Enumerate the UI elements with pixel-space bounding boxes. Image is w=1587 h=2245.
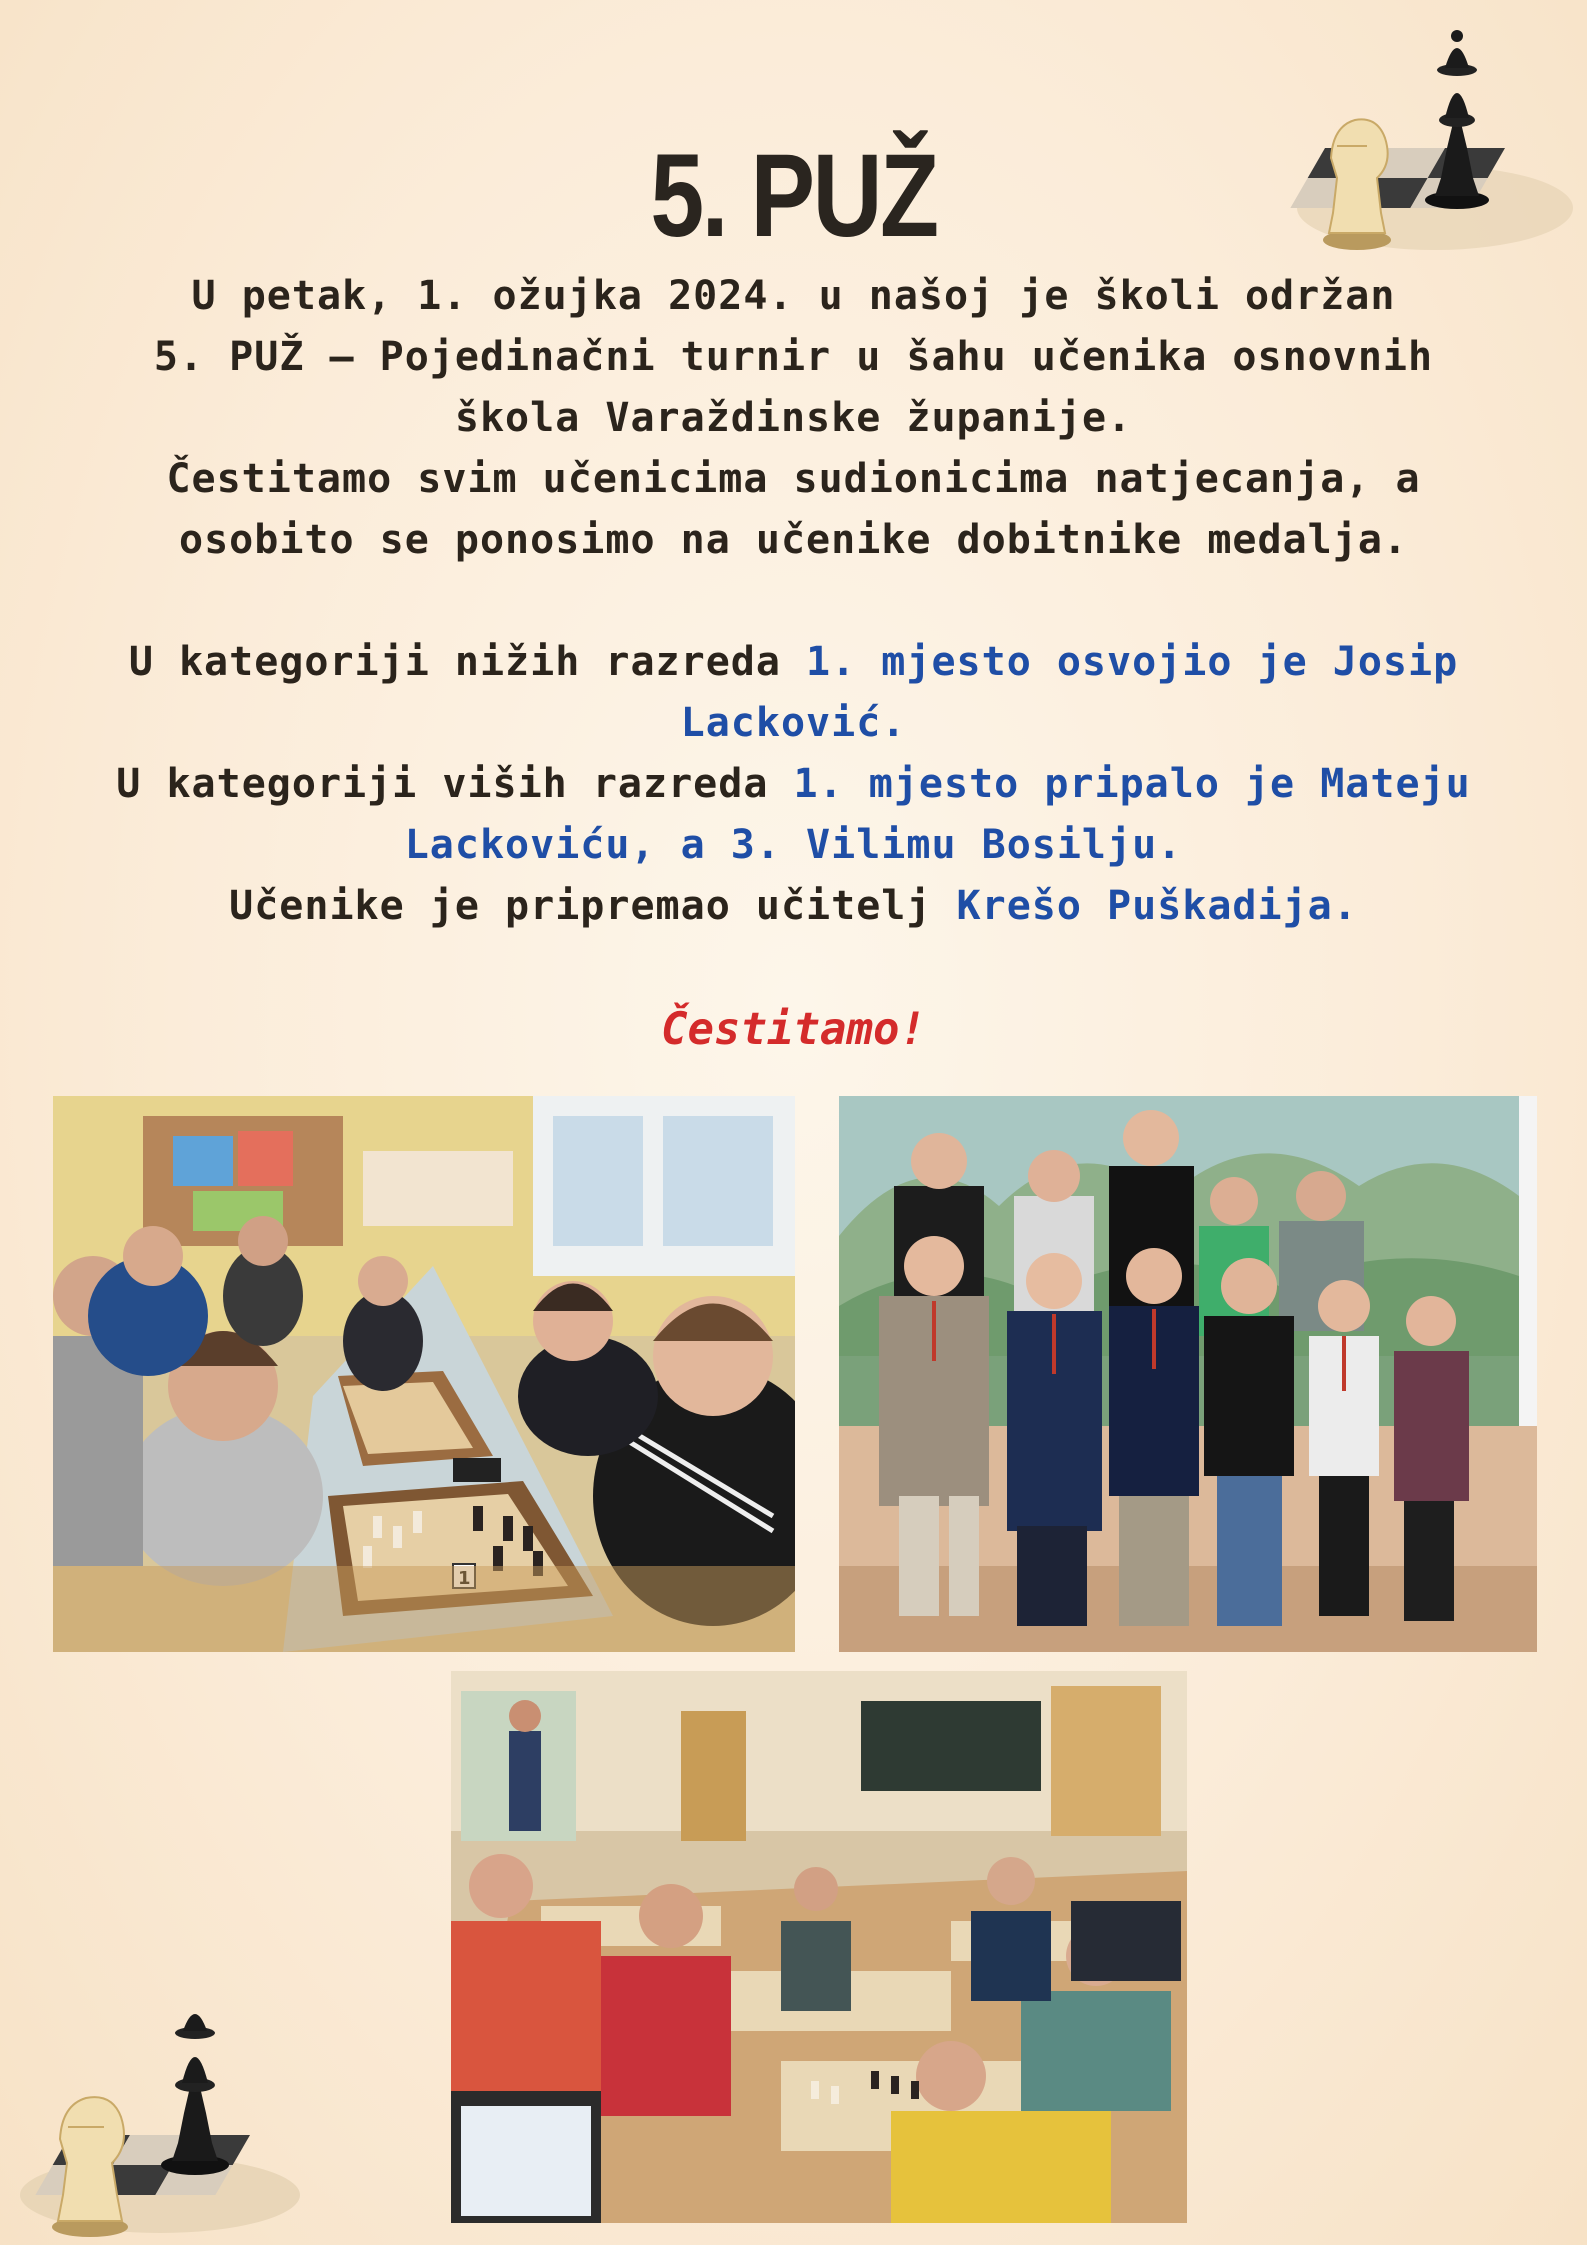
lower-grades-winner-name: Lacković.	[680, 700, 907, 746]
intro-line: osobito se ponosimo na učenike dobitnike medalja.	[178, 517, 1409, 563]
mentor-prefix: Učenike je pripremao učitelj	[229, 883, 957, 929]
intro-line: škola Varaždinske županije.	[454, 395, 1133, 441]
photo-medal-winners	[839, 1096, 1537, 1652]
mentor-line	[0, 876, 1587, 937]
upper-grades-winner: 1. mjesto pripalo je Mateju	[793, 761, 1471, 807]
lower-grades-prefix: U kategoriji nižih razreda	[128, 639, 807, 685]
chess-pieces-decoration-bottom	[20, 1995, 320, 2240]
photo-classroom-tournament	[451, 1671, 1187, 2223]
upper-grades-line	[0, 754, 1587, 815]
upper-grades-prefix: U kategoriji viših razreda	[116, 761, 794, 807]
lower-grades-winner: 1. mjesto osvojio je Josip	[806, 639, 1459, 685]
lower-grades-line	[0, 632, 1587, 693]
photo-chess-players	[53, 1096, 795, 1652]
mentor-name: Krešo Puškadija.	[956, 883, 1358, 929]
results-paragraph	[0, 632, 1587, 937]
intro-line: Čestitamo svim učenicima sudionicima natjecanja, a	[166, 456, 1421, 502]
page-title: 5. PUŽ	[650, 130, 937, 263]
upper-grades-winner-names: Lackoviću, a 3. Vilimu Bosilju.	[404, 822, 1183, 868]
intro-line: U petak, 1. ožujka 2024. u našoj je školi održan	[191, 273, 1396, 319]
intro-paragraph	[0, 266, 1587, 571]
closing-congratulations: Čestitamo!	[661, 1004, 926, 1055]
intro-line: 5. PUŽ – Pojedinačni turnir u šahu učenika osnovnih	[153, 334, 1434, 380]
